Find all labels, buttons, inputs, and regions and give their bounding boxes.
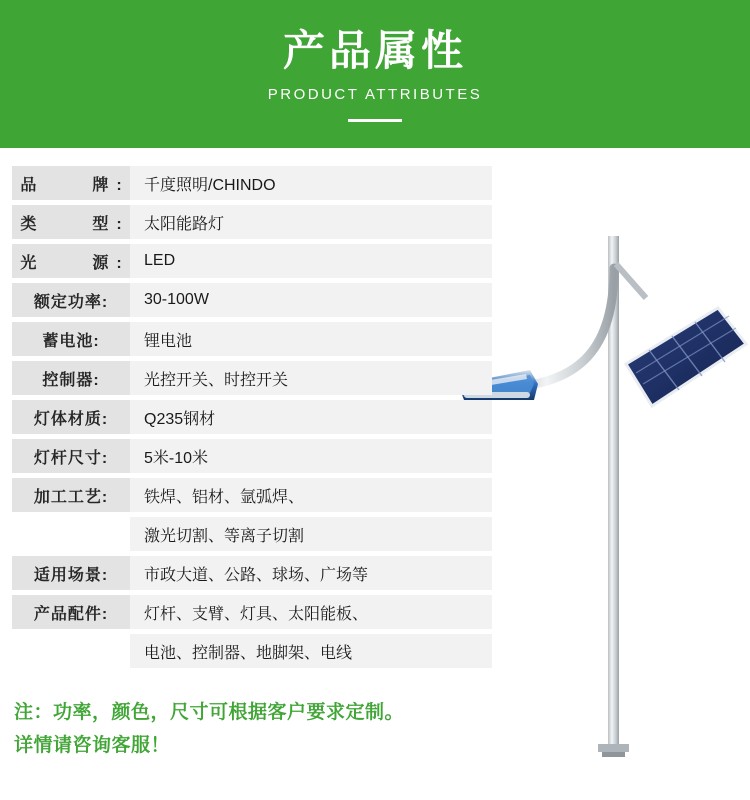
spec-label: 灯杆尺寸: bbox=[12, 439, 130, 473]
page-subtitle: PRODUCT ATTRIBUTES bbox=[267, 86, 483, 104]
spec-label: 控制器: bbox=[12, 361, 130, 395]
page-header bbox=[0, 0, 750, 148]
table-row bbox=[12, 595, 492, 629]
spec-value: 5米-10米 bbox=[130, 439, 492, 473]
table-row bbox=[12, 439, 492, 473]
spec-value: LED bbox=[130, 244, 492, 278]
spec-value: 铁焊、铝材、氩弧焊、 bbox=[130, 478, 492, 512]
table-row bbox=[12, 634, 492, 668]
spec-label: 适用场景: bbox=[12, 556, 130, 590]
content-area bbox=[0, 148, 750, 800]
spec-label: 加工工艺: bbox=[12, 478, 130, 512]
table-row bbox=[12, 478, 492, 512]
table-row bbox=[12, 322, 492, 356]
spec-label: 额定功率: bbox=[12, 283, 130, 317]
table-row bbox=[12, 517, 492, 551]
spec-value: Q235钢材 bbox=[130, 400, 492, 434]
spec-value: 30-100W bbox=[130, 283, 492, 317]
spec-value: 市政大道、公路、球场、广场等 bbox=[130, 556, 492, 590]
page-title: 产品属性 bbox=[282, 26, 467, 74]
spec-label-empty bbox=[12, 517, 130, 551]
spec-label: 蓄电池: bbox=[12, 322, 130, 356]
spec-label: 品 牌: bbox=[12, 166, 130, 200]
table-row bbox=[12, 556, 492, 590]
spec-table bbox=[12, 166, 492, 673]
spec-label: 灯体材质: bbox=[12, 400, 130, 434]
customization-note bbox=[14, 696, 404, 763]
spec-label: 类 型: bbox=[12, 205, 130, 239]
table-row bbox=[12, 166, 492, 200]
spec-value: 太阳能路灯 bbox=[130, 205, 492, 239]
table-row bbox=[12, 244, 492, 278]
note-line-1: 注：功率，颜色，尺寸可根据客户要求定制。 bbox=[14, 702, 405, 723]
spec-value: 灯杆、支臂、灯具、太阳能板、 bbox=[130, 595, 492, 629]
spec-label: 光 源: bbox=[12, 244, 130, 278]
table-row bbox=[12, 361, 492, 395]
header-divider bbox=[348, 119, 402, 122]
table-row bbox=[12, 283, 492, 317]
spec-value: 激光切割、等离子切割 bbox=[130, 517, 492, 551]
spec-value: 锂电池 bbox=[130, 322, 492, 356]
table-row bbox=[12, 400, 492, 434]
spec-value: 电池、控制器、地脚架、电线 bbox=[130, 634, 492, 668]
table-row bbox=[12, 205, 492, 239]
note-line-2: 详情请咨询客服！ bbox=[14, 735, 171, 757]
spec-value: 光控开关、时控开关 bbox=[130, 361, 492, 395]
spec-label-empty bbox=[12, 634, 130, 668]
spec-label: 产品配件: bbox=[12, 595, 130, 629]
spec-value: 千度照明/CHINDO bbox=[130, 166, 492, 200]
